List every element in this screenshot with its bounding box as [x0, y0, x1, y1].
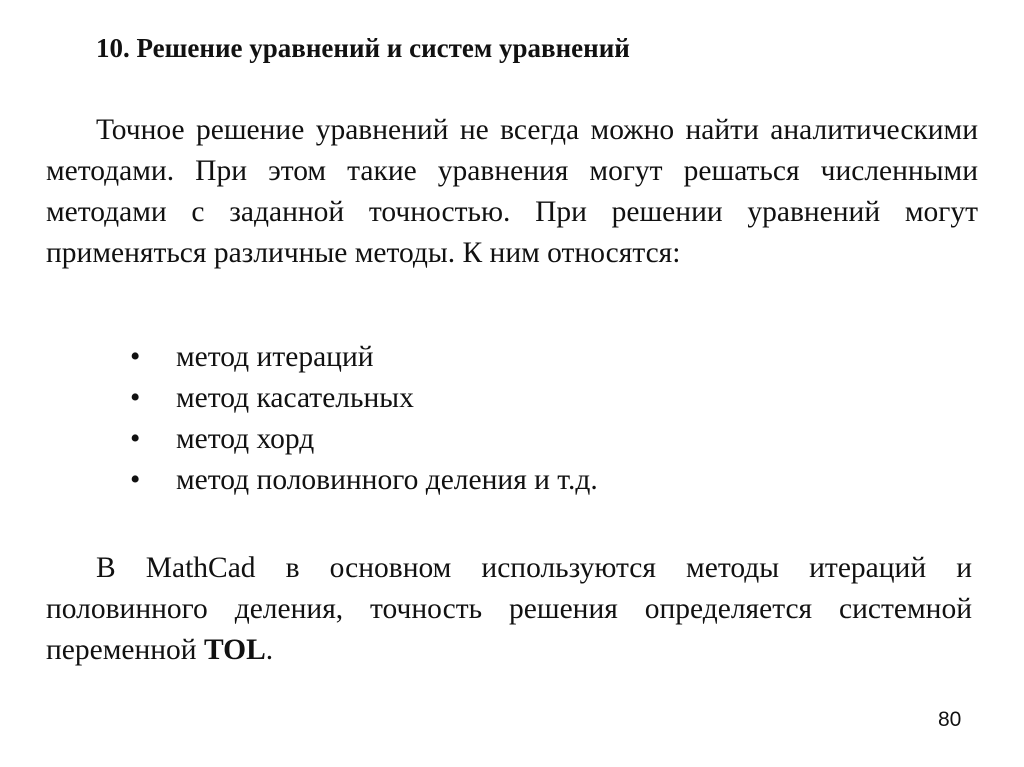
list-item-text: метод хорд: [176, 423, 315, 455]
list-item-text: метод половинного деления и т.д.: [176, 464, 598, 496]
list-item: [128, 378, 598, 419]
list-item-text: метод касательных: [176, 382, 414, 414]
mathcad-paragraph: [46, 548, 972, 671]
list-item: [128, 337, 598, 378]
intro-text: Точное решение уравнений не всегда можно найти аналитическими методами. При этом такие уравнения могут решаться численными методами с заданной точностью. При решении уравнений могут применяться различные методы. К ним относятся:: [46, 114, 978, 269]
slide-title: 10. Решение уравнений и систем уравнений: [96, 33, 630, 63]
bullet-icon: •: [130, 464, 141, 496]
list-item: [128, 460, 598, 501]
tol-variable: TOL: [203, 634, 266, 666]
mathcad-text: В MathCad в основном используются методы итераций и половинного деления, точность решения определяется системной переменной: [46, 552, 972, 666]
methods-list: [128, 337, 598, 501]
bullet-icon: •: [130, 423, 141, 455]
bullet-icon: •: [130, 341, 141, 373]
list-item: [128, 419, 598, 460]
mathcad-text-end: .: [265, 634, 274, 666]
intro-paragraph: [46, 110, 978, 274]
bullet-icon: •: [130, 382, 141, 414]
page-number: 80: [938, 708, 962, 731]
list-item-text: метод итераций: [176, 341, 374, 373]
